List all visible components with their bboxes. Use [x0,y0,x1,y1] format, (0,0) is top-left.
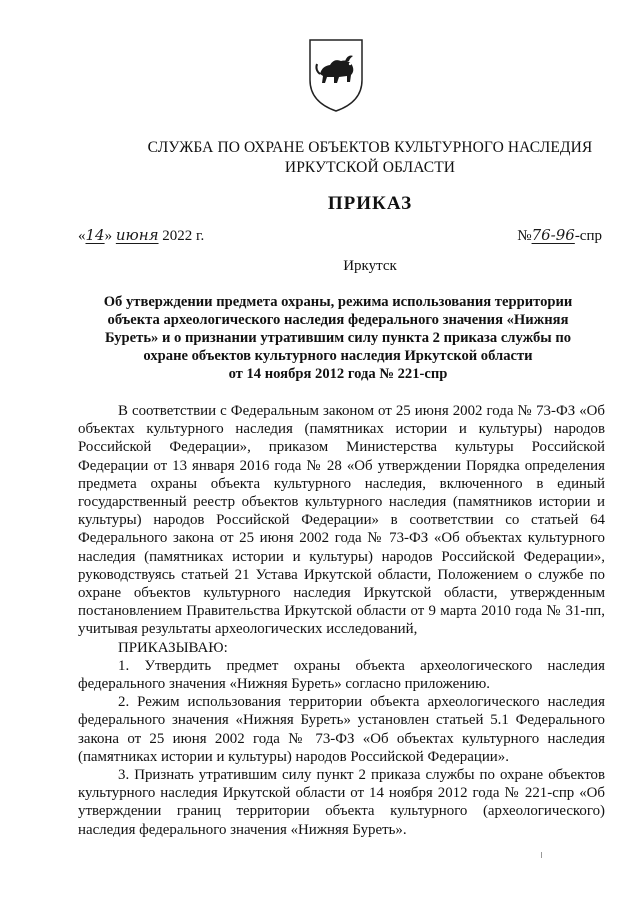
organization-line-1: СЛУЖБА ПО ОХРАНЕ ОБЪЕКТОВ КУЛЬТУРНОГО НАСЛЕДИЯ [147,139,593,156]
organization-name [60,138,640,178]
date-month: июня [115,226,159,244]
order-item-3: 3. Признать утратившим силу пункт 2 приказа службы по охране объектов культурного наследия Иркутской области от 14 ноября 2012 года № 221-спр «Об утверждении границ территории объекта культурного (археологического) наследия федерального значения «Нижняя Буреть». [78,767,605,838]
order-body [78,402,605,839]
command-word: ПРИКАЗЫВАЮ: [118,639,228,656]
date-year: 2022 г. [162,228,205,244]
coat-of-arms-icon [306,34,366,114]
heading-line: от 14 ноября 2012 года № 221-спр [228,366,448,382]
order-date [78,226,204,245]
preamble-paragraph: В соответствии с Федеральным законом от 25 июня 2002 года № 73-ФЗ «Об объектах культурного наследия (памятниках истории и культуры) народов Российской Федерации», приказом Министерства культуры Российской Федерации от 13 января 2016 года № 28 «Об утверждении Порядка определения предмета охраны объекта культурного наследия, включенного в единый государственный реестр объектов культурного наследия (памятников истории и культуры) народов Российской Федерации» в соответствии со статьей 64 Федерального закона от 25 июня 2002 года № 73-ФЗ «Об объектах культурного наследия (памятниках истории и культуры) народов Российской Федерации», руководствуясь статьей 21 Устава Иркутской области, Положением о службе по охране объектов культурного наследия Иркутской области, утвержденным постановлением Правительства Иркутской области от 9 марта 2010 года № 31-пп, учитывая результаты археологических исследований, [78,403,605,638]
order-item-2: 2. Режим использования территории объекта археологического наследия федерального значения «Нижняя Буреть» установлен статьей 5.1 Федерального закона от 25 июня 2002 года № 73-ФЗ «Об объектах культурного наследия (памятниках истории и культуры) народов Российской Федерации». [78,694,605,765]
date-open-quote: « [78,228,86,244]
heading-line: Об утверждении предмета охраны, режима использования территории [103,294,573,310]
heading-line: Буреть» и о признании утратившим силу пункта 2 приказа службы по [104,330,572,346]
number-value: 76-96 [531,226,575,244]
heading-line: объекта археологического наследия федерального значения «Нижняя [107,312,569,328]
date-close-quote: » [104,228,113,244]
order-item-1: 1. Утвердить предмет охраны объекта археологического наследия федерального значения «Нижняя Буреть» согласно приложению. [78,657,605,693]
organization-line-2: ИРКУТСКОЙ ОБЛАСТИ [284,159,456,176]
document-type: ПРИКАЗ [327,193,413,214]
order-number [517,226,602,245]
scan-mark [541,852,542,858]
heading-line: охране объектов культурного наследия Иркутской области [143,348,533,364]
number-prefix: № [517,228,532,244]
city: Иркутск [343,258,397,274]
date-day: 14 [85,226,105,244]
number-suffix: -спр [574,228,602,244]
order-heading [88,293,588,383]
